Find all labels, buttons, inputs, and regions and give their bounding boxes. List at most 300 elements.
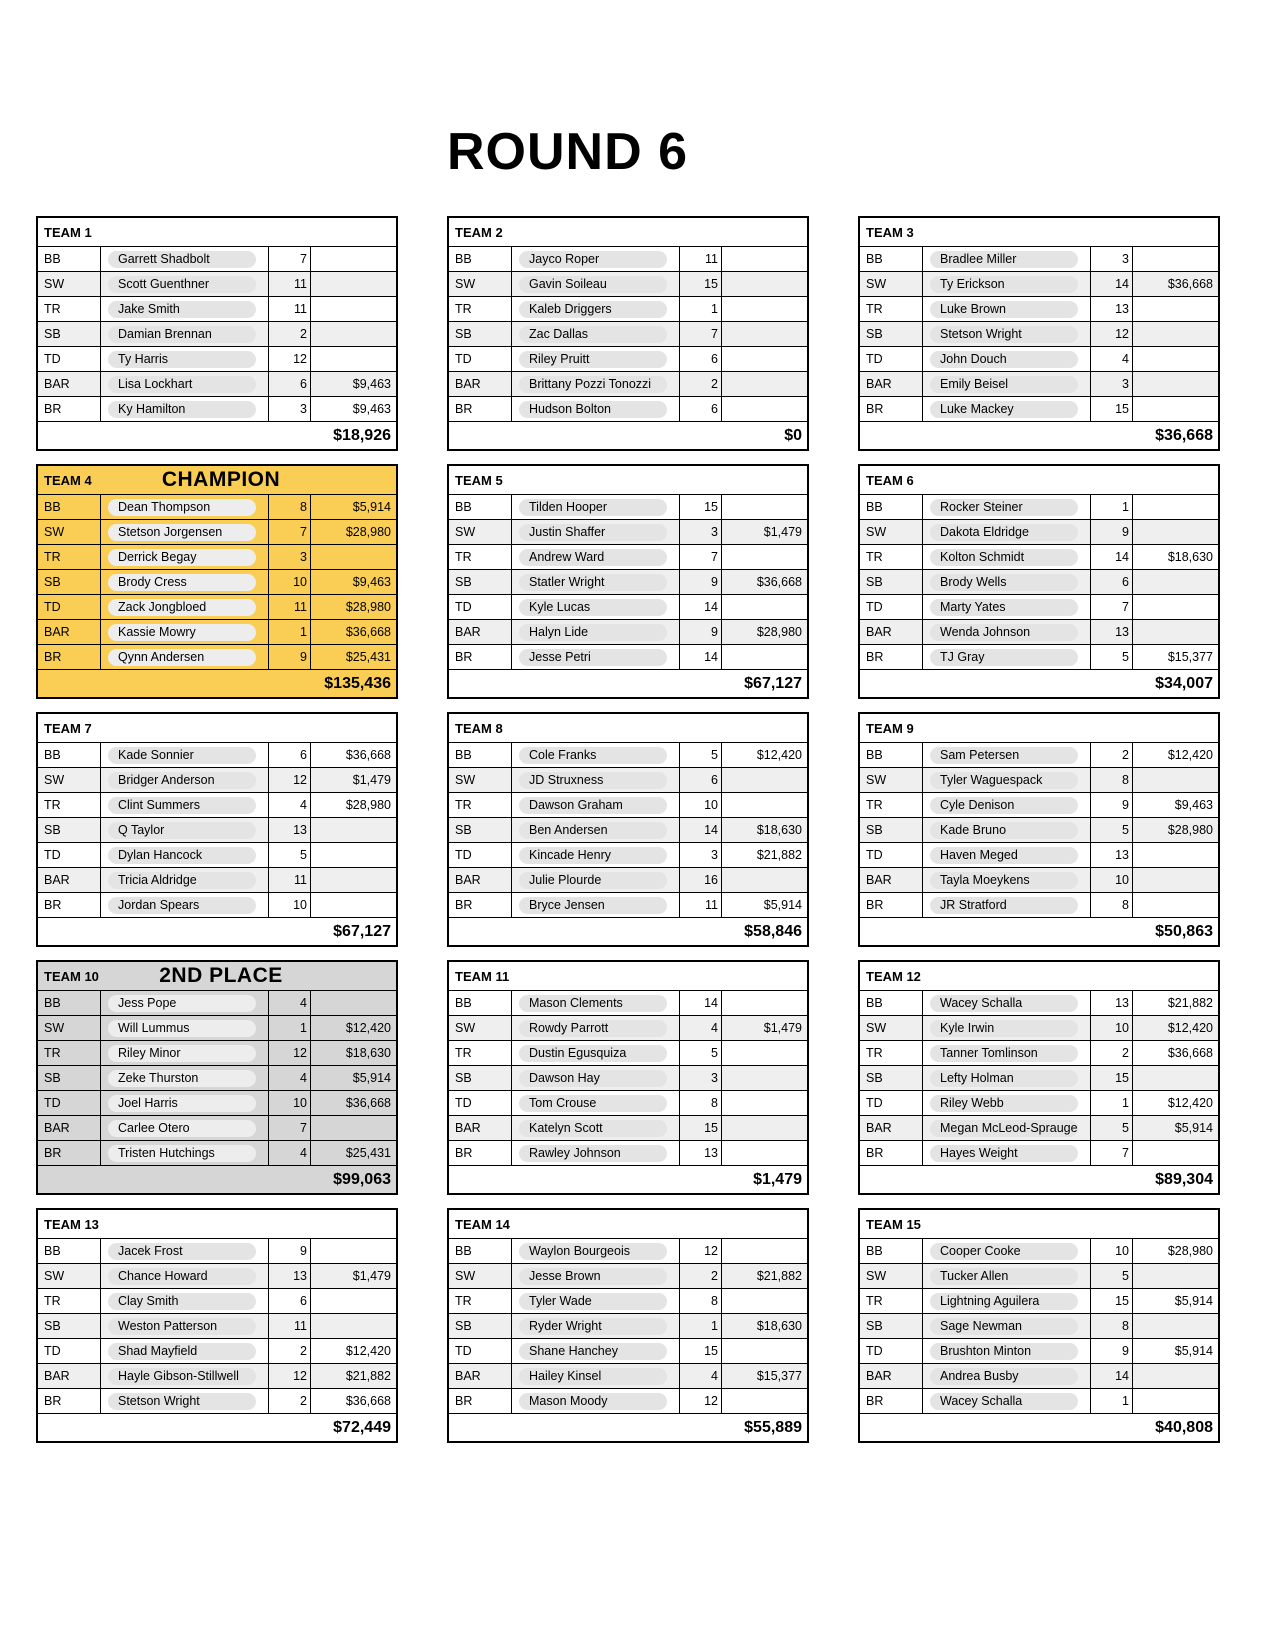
team-header <box>38 962 396 991</box>
position-label: SB <box>449 322 512 346</box>
draw-number: 12 <box>1091 322 1133 346</box>
roster-row <box>449 520 807 545</box>
position-label: TD <box>38 347 101 371</box>
contestant-name-cell <box>923 1339 1091 1363</box>
contestant-name-pill: Jordan Spears <box>108 897 256 914</box>
team-header <box>449 1210 807 1239</box>
contestant-name-pill: Ty Harris <box>108 351 256 368</box>
contestant-name-cell <box>101 818 269 842</box>
position-label: BB <box>860 1239 923 1263</box>
position-label: BB <box>38 495 101 519</box>
contestant-name-pill: Zeke Thurston <box>108 1070 256 1087</box>
winnings-amount <box>722 595 807 619</box>
contestant-name-pill: Joel Harris <box>108 1095 256 1112</box>
contestant-name-cell <box>101 743 269 767</box>
team-header <box>449 466 807 495</box>
contestant-name-cell <box>923 570 1091 594</box>
roster-row <box>860 1289 1218 1314</box>
team-label: TEAM 4 <box>44 472 92 488</box>
winnings-amount <box>722 1289 807 1313</box>
roster-row <box>449 297 807 322</box>
roster-row <box>38 347 396 372</box>
position-label: TR <box>449 1041 512 1065</box>
position-label: BAR <box>38 1364 101 1388</box>
roster-row <box>449 991 807 1016</box>
winnings-amount <box>722 868 807 892</box>
draw-number: 7 <box>1091 1141 1133 1165</box>
contestant-name-cell <box>512 620 680 644</box>
position-label: SW <box>860 768 923 792</box>
roster-row <box>860 1116 1218 1141</box>
position-label: BR <box>449 1141 512 1165</box>
winnings-amount: $12,420 <box>756 748 802 762</box>
total-row <box>38 1414 396 1441</box>
team-total: $40,808 <box>1155 1418 1213 1436</box>
team-total: $34,007 <box>1155 674 1213 692</box>
roster-row <box>860 1091 1218 1116</box>
total-row <box>860 670 1218 697</box>
contestant-name-cell <box>512 595 680 619</box>
position-label: BAR <box>860 1364 923 1388</box>
draw-number: 9 <box>1091 793 1133 817</box>
winnings-amount <box>1133 372 1218 396</box>
winnings-amount: $36,668 <box>345 625 391 639</box>
position-label: BR <box>38 893 101 917</box>
contestant-name-cell <box>923 743 1091 767</box>
draw-number: 4 <box>1091 347 1133 371</box>
team-total: $50,863 <box>1155 922 1213 940</box>
position-label: TD <box>449 347 512 371</box>
draw-number: 11 <box>269 272 311 296</box>
winnings-amount: $1,479 <box>352 1269 391 1283</box>
contestant-name-cell <box>923 991 1091 1015</box>
contestant-name-pill: Lightning Aguilera <box>930 1293 1078 1310</box>
roster-row <box>449 743 807 768</box>
contestant-name-pill: Tanner Tomlinson <box>930 1045 1078 1062</box>
team-table <box>858 464 1220 699</box>
team-total: $67,127 <box>744 674 802 692</box>
winnings-amount <box>722 768 807 792</box>
team-table <box>36 1208 398 1443</box>
team-table <box>447 1208 809 1443</box>
draw-number: 4 <box>680 1016 722 1040</box>
roster-row <box>860 1066 1218 1091</box>
draw-number: 15 <box>1091 397 1133 421</box>
contestant-name-pill: Bridger Anderson <box>108 772 256 789</box>
contestant-name-cell <box>101 570 269 594</box>
contestant-name-pill: Derrick Begay <box>108 549 256 566</box>
draw-number: 1 <box>269 1016 311 1040</box>
winnings-amount <box>1133 1364 1218 1388</box>
draw-number: 14 <box>680 645 722 669</box>
team-table <box>36 216 398 451</box>
draw-number: 2 <box>269 1339 311 1363</box>
roster-row <box>860 372 1218 397</box>
winnings-amount: $5,914 <box>352 1071 391 1085</box>
roster-row <box>38 893 396 918</box>
contestant-name-pill: Ryder Wright <box>519 1318 667 1335</box>
draw-number: 5 <box>1091 818 1133 842</box>
contestant-name-pill: Clay Smith <box>108 1293 256 1310</box>
winnings-amount <box>1133 520 1218 544</box>
contestant-name-cell <box>512 793 680 817</box>
contestant-name-cell <box>512 1091 680 1115</box>
roster-row <box>449 1339 807 1364</box>
winnings-amount <box>722 297 807 321</box>
position-label: SB <box>449 1314 512 1338</box>
team-header <box>860 218 1218 247</box>
draw-number: 8 <box>1091 1314 1133 1338</box>
contestant-name-cell <box>512 893 680 917</box>
roster-row <box>449 397 807 422</box>
winnings-amount: $5,914 <box>352 500 391 514</box>
contestant-name-pill: Halyn Lide <box>519 624 667 641</box>
winnings-amount: $21,882 <box>756 848 802 862</box>
team-total: $1,479 <box>753 1170 802 1188</box>
winnings-amount: $36,668 <box>1167 277 1213 291</box>
contestant-name-cell <box>512 991 680 1015</box>
position-label: SW <box>449 520 512 544</box>
roster-row <box>449 372 807 397</box>
contestant-name-cell <box>923 272 1091 296</box>
roster-row <box>449 645 807 670</box>
contestant-name-pill: Dustin Egusquiza <box>519 1045 667 1062</box>
winnings-amount <box>311 868 396 892</box>
position-label: BR <box>449 1389 512 1413</box>
position-label: BAR <box>860 620 923 644</box>
winnings-amount <box>311 322 396 346</box>
draw-number: 2 <box>680 1264 722 1288</box>
position-label: SB <box>860 1066 923 1090</box>
team-header <box>449 962 807 991</box>
contestant-name-pill: Jacek Frost <box>108 1243 256 1260</box>
contestant-name-pill: Riley Minor <box>108 1045 256 1062</box>
contestant-name-cell <box>101 247 269 271</box>
team-total: $89,304 <box>1155 1170 1213 1188</box>
contestant-name-pill: Wacey Schalla <box>930 1393 1078 1410</box>
roster-row <box>860 272 1218 297</box>
contestant-name-cell <box>512 520 680 544</box>
contestant-name-cell <box>923 1016 1091 1040</box>
position-label: SW <box>860 520 923 544</box>
roster-row <box>860 570 1218 595</box>
contestant-name-pill: Kyle Irwin <box>930 1020 1078 1037</box>
contestant-name-cell <box>101 1066 269 1090</box>
draw-number: 12 <box>269 347 311 371</box>
winnings-amount <box>722 1066 807 1090</box>
position-label: SB <box>38 1314 101 1338</box>
roster-row <box>860 1016 1218 1041</box>
roster-row <box>38 645 396 670</box>
draw-number: 5 <box>1091 1264 1133 1288</box>
position-label: TD <box>860 595 923 619</box>
contestant-name-pill: Dylan Hancock <box>108 847 256 864</box>
draw-number: 3 <box>680 843 722 867</box>
total-row <box>38 918 396 945</box>
winnings-amount: $18,630 <box>756 823 802 837</box>
winnings-amount: $28,980 <box>756 625 802 639</box>
position-label: BB <box>860 743 923 767</box>
team-label: TEAM 7 <box>44 720 92 736</box>
contestant-name-pill: Brody Cress <box>108 574 256 591</box>
draw-number: 1 <box>1091 1389 1133 1413</box>
contestant-name-pill: Rocker Steiner <box>930 499 1078 516</box>
winnings-amount: $18,630 <box>345 1046 391 1060</box>
team-header <box>860 466 1218 495</box>
position-label: TD <box>449 843 512 867</box>
contestant-name-cell <box>101 545 269 569</box>
position-label: TD <box>449 1339 512 1363</box>
roster-row <box>860 1141 1218 1166</box>
winnings-amount <box>311 545 396 569</box>
roster-row <box>449 793 807 818</box>
contestant-name-cell <box>923 1314 1091 1338</box>
team-label: TEAM 9 <box>866 720 914 736</box>
position-label: BR <box>449 893 512 917</box>
draw-number: 7 <box>1091 595 1133 619</box>
draw-number: 11 <box>680 893 722 917</box>
roster-row <box>38 272 396 297</box>
team-label: TEAM 5 <box>455 472 503 488</box>
winnings-amount: $36,668 <box>756 575 802 589</box>
contestant-name-cell <box>923 545 1091 569</box>
contestant-name-cell <box>512 545 680 569</box>
roster-row <box>860 893 1218 918</box>
winnings-amount <box>722 1091 807 1115</box>
winnings-amount: $15,377 <box>756 1369 802 1383</box>
draw-number: 9 <box>269 1239 311 1263</box>
draw-number: 10 <box>1091 1016 1133 1040</box>
team-label: TEAM 11 <box>455 968 510 984</box>
team-total: $72,449 <box>333 1418 391 1436</box>
position-label: TD <box>38 595 101 619</box>
draw-number: 8 <box>680 1289 722 1313</box>
position-label: SW <box>38 520 101 544</box>
position-label: TD <box>860 347 923 371</box>
position-label: SB <box>449 570 512 594</box>
winnings-amount: $5,914 <box>1174 1121 1213 1135</box>
contestant-name-cell <box>923 893 1091 917</box>
position-label: BAR <box>38 868 101 892</box>
position-label: TR <box>860 1041 923 1065</box>
contestant-name-pill: Emily Beisel <box>930 376 1078 393</box>
contestant-name-pill: Will Lummus <box>108 1020 256 1037</box>
draw-number: 7 <box>680 322 722 346</box>
position-label: TR <box>38 793 101 817</box>
winnings-amount <box>1133 1141 1218 1165</box>
contestant-name-pill: Haven Meged <box>930 847 1078 864</box>
draw-number: 14 <box>1091 545 1133 569</box>
team-total: $99,063 <box>333 1170 391 1188</box>
contestant-name-pill: Tilden Hooper <box>519 499 667 516</box>
draw-number: 11 <box>269 1314 311 1338</box>
draw-number: 10 <box>269 1091 311 1115</box>
contestant-name-cell <box>101 272 269 296</box>
winnings-amount: $36,668 <box>345 1394 391 1408</box>
draw-number: 5 <box>1091 1116 1133 1140</box>
contestant-name-pill: Rowdy Parrott <box>519 1020 667 1037</box>
winnings-amount <box>1133 1389 1218 1413</box>
roster-row <box>38 620 396 645</box>
winnings-amount <box>1133 297 1218 321</box>
roster-row <box>860 347 1218 372</box>
total-row <box>860 422 1218 449</box>
draw-number: 8 <box>1091 893 1133 917</box>
roster-row <box>38 1066 396 1091</box>
draw-number: 11 <box>269 595 311 619</box>
contestant-name-cell <box>923 322 1091 346</box>
winnings-amount: $28,980 <box>1167 1244 1213 1258</box>
roster-row <box>860 297 1218 322</box>
winnings-amount <box>311 991 396 1015</box>
winnings-amount <box>1133 347 1218 371</box>
contestant-name-pill: Kincade Henry <box>519 847 667 864</box>
teams-grid <box>36 216 1220 1443</box>
draw-number: 9 <box>680 620 722 644</box>
winnings-amount <box>722 1041 807 1065</box>
contestant-name-pill: Clint Summers <box>108 797 256 814</box>
roster-row <box>860 1389 1218 1414</box>
position-label: TR <box>38 1289 101 1313</box>
draw-number: 13 <box>1091 620 1133 644</box>
position-label: TD <box>38 1091 101 1115</box>
winnings-amount <box>722 1389 807 1413</box>
team-table <box>858 216 1220 451</box>
team-total: $0 <box>784 426 802 444</box>
contestant-name-pill: Gavin Soileau <box>519 276 667 293</box>
roster-row <box>38 991 396 1016</box>
position-label: BR <box>38 1141 101 1165</box>
position-label: TR <box>449 545 512 569</box>
roster-row <box>38 1364 396 1389</box>
winnings-amount: $25,431 <box>345 650 391 664</box>
contestant-name-pill: Waylon Bourgeois <box>519 1243 667 1260</box>
roster-row <box>38 1264 396 1289</box>
draw-number: 1 <box>269 620 311 644</box>
team-label: TEAM 6 <box>866 472 914 488</box>
position-label: SW <box>38 1264 101 1288</box>
contestant-name-cell <box>101 372 269 396</box>
position-label: SW <box>860 1016 923 1040</box>
position-label: BAR <box>860 1116 923 1140</box>
contestant-name-pill: Marty Yates <box>930 599 1078 616</box>
team-header <box>38 218 396 247</box>
draw-number: 12 <box>269 1364 311 1388</box>
position-label: SB <box>38 322 101 346</box>
position-label: BAR <box>38 620 101 644</box>
contestant-name-pill: Justin Shaffer <box>519 524 667 541</box>
contestant-name-cell <box>101 1041 269 1065</box>
contestant-name-pill: Wacey Schalla <box>930 995 1078 1012</box>
contestant-name-cell <box>512 743 680 767</box>
draw-number: 3 <box>269 545 311 569</box>
position-label: TR <box>38 1041 101 1065</box>
roster-row <box>860 247 1218 272</box>
contestant-name-cell <box>101 893 269 917</box>
draw-number: 15 <box>1091 1289 1133 1313</box>
draw-number: 1 <box>680 1314 722 1338</box>
winnings-amount <box>311 297 396 321</box>
contestant-name-pill: Bradlee Miller <box>930 251 1078 268</box>
roster-row <box>860 1314 1218 1339</box>
winnings-amount: $9,463 <box>352 377 391 391</box>
roster-row <box>449 495 807 520</box>
roster-row <box>38 1116 396 1141</box>
position-label: SW <box>38 768 101 792</box>
roster-row <box>38 397 396 422</box>
team-header <box>38 466 396 495</box>
position-label: SB <box>860 1314 923 1338</box>
winnings-amount: $21,882 <box>756 1269 802 1283</box>
contestant-name-cell <box>923 843 1091 867</box>
contestant-name-pill: Jake Smith <box>108 301 256 318</box>
total-row <box>449 1166 807 1193</box>
draw-number: 10 <box>1091 1239 1133 1263</box>
contestant-name-pill: Jess Pope <box>108 995 256 1012</box>
position-label: BAR <box>860 868 923 892</box>
roster-row <box>449 1066 807 1091</box>
draw-number: 15 <box>680 1339 722 1363</box>
draw-number: 10 <box>680 793 722 817</box>
contestant-name-pill: Kade Bruno <box>930 822 1078 839</box>
roster-row <box>449 1116 807 1141</box>
roster-row <box>38 1091 396 1116</box>
roster-row <box>860 743 1218 768</box>
contestant-name-cell <box>101 645 269 669</box>
contestant-name-cell <box>512 1364 680 1388</box>
position-label: TD <box>860 1339 923 1363</box>
position-label: TR <box>449 793 512 817</box>
roster-row <box>449 893 807 918</box>
roster-row <box>38 1141 396 1166</box>
contestant-name-pill: Dawson Hay <box>519 1070 667 1087</box>
position-label: BAR <box>860 372 923 396</box>
contestant-name-cell <box>512 570 680 594</box>
contestant-name-pill: Julie Plourde <box>519 872 667 889</box>
roster-row <box>449 1314 807 1339</box>
team-header <box>38 714 396 743</box>
winnings-amount <box>311 893 396 917</box>
winnings-amount <box>1133 768 1218 792</box>
contestant-name-pill: Brushton Minton <box>930 1343 1078 1360</box>
roster-row <box>449 322 807 347</box>
contestant-name-cell <box>512 1141 680 1165</box>
roster-row <box>449 1239 807 1264</box>
contestant-name-pill: Scott Guenthner <box>108 276 256 293</box>
draw-number: 1 <box>680 297 722 321</box>
team-total: $55,889 <box>744 1418 802 1436</box>
position-label: TD <box>449 1091 512 1115</box>
contestant-name-cell <box>101 1314 269 1338</box>
team-table <box>447 464 809 699</box>
position-label: SW <box>38 272 101 296</box>
draw-number: 7 <box>269 247 311 271</box>
contestant-name-pill: Ben Andersen <box>519 822 667 839</box>
winnings-amount <box>722 347 807 371</box>
team-label: TEAM 15 <box>866 1216 921 1232</box>
team-total: $67,127 <box>333 922 391 940</box>
contestant-name-pill: JR Stratford <box>930 897 1078 914</box>
draw-number: 15 <box>1091 1066 1133 1090</box>
draw-number: 11 <box>269 868 311 892</box>
position-label: SW <box>860 1264 923 1288</box>
contestant-name-pill: Wenda Johnson <box>930 624 1078 641</box>
draw-number: 10 <box>269 570 311 594</box>
contestant-name-cell <box>512 1339 680 1363</box>
draw-number: 12 <box>269 768 311 792</box>
position-label: SB <box>449 818 512 842</box>
roster-row <box>860 1239 1218 1264</box>
